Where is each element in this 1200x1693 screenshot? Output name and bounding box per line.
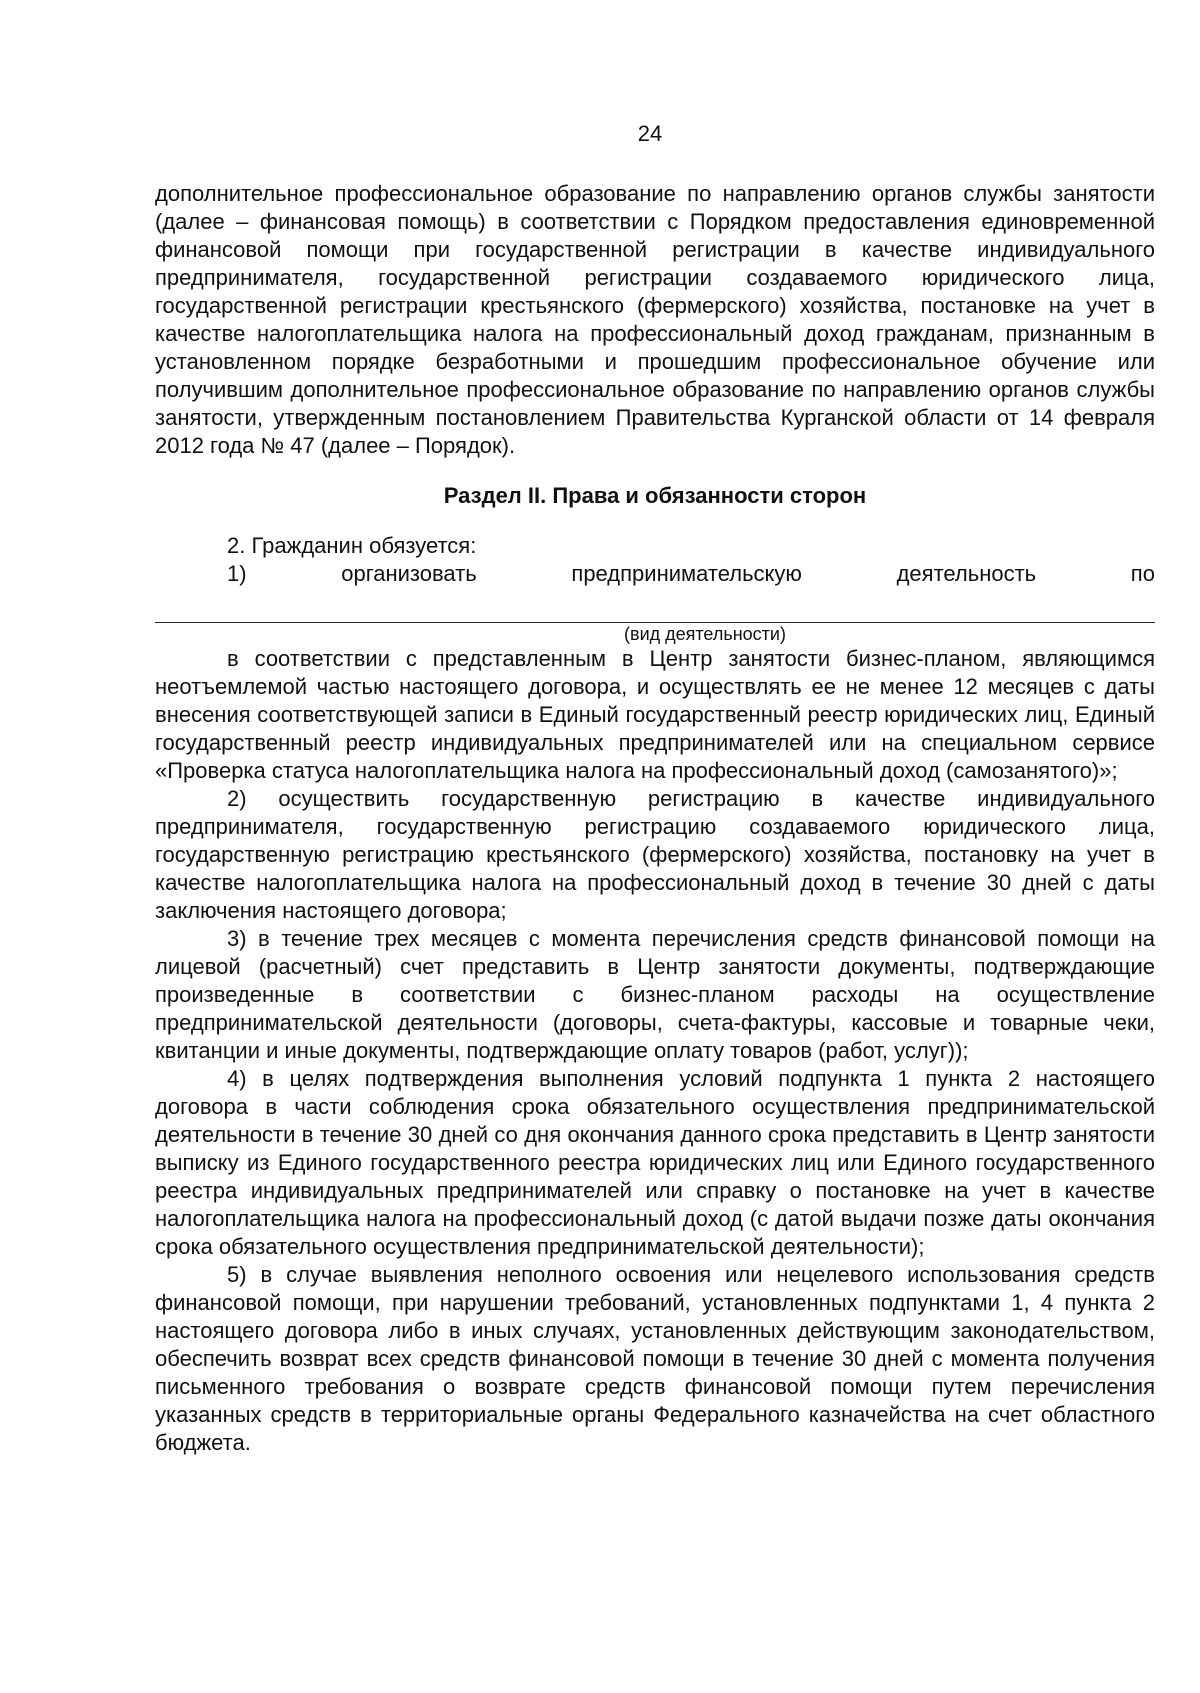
item-1-number: 1) [227,561,247,586]
clause-2-intro: 2. Гражданин обязуется: [227,533,477,558]
item-2: 2) осуществить государственную регистрацию в качестве индивидуального предпринимателя, государственную регистрацию создаваемого юридического лица, государственную регистрацию крестьянского (фермерского) хозяйства, постановку на учет в качестве налогоплательщика налога на профессиональный доход в течение 30 дней с даты заключения настоящего договора; [155,786,1155,923]
item-3: 3) в течение трех месяцев с момента перечисления средств финансовой помощи на лицевой (расчетный) счет представить в Центр занятости документы, подтверждающие произведенные в соответствии с бизнес-планом расходы на осуществление предпринимательской деятельности (договоры, счета-фактуры, кассовые и товарные чеки, квитанции и иные документы, подтверждающие оплату товаров (работ, услуг)); [155,926,1155,1063]
activity-type-caption: (вид деятельности) [624,624,786,644]
item-5: 5) в случае выявления неполного освоения или нецелевого использования средств финансовой помощи, при нарушении требований, установленных подпунктами 1, 4 пункта 2 настоящего договора либо в иных случаях, установленных действующим законодательством, обеспечить возврат всех средств финансовой помощи в течение 30 дней с момента получения письменного требования о возврате средств финансовой помощи путем перечисления указанных средств в территориальные органы Федерального казначейства на счет областного бюджета. [155,1262,1155,1455]
intro-paragraph: дополнительное профессиональное образование по направлению органов службы занятости (далее – финансовая помощь) в соответствии с Порядком предоставления единовременной финансовой помощи при государственной регистрации в качестве индивидуального предпринимателя, государственной регистрации создаваемого юридического лица, государственной регистрации крестьянского (фермерского) хозяйства, постановке на учет в качестве налогоплательщика налога на профессиональный доход гражданам, признанным в установленном порядке безработными и прошедшим профессиональное обучение или получившим дополнительное профессиональное образование по направлению органов службы занятости, утвержденным постановлением Правительства Курганской области от 14 февраля 2012 года № 47 (далее – Порядок). [155,181,1155,458]
document-body [155,180,1155,1457]
activity-type-blank-field[interactable] [155,588,1155,623]
item-1-word-activity: деятельность [896,561,1037,586]
item-1-word-organize: организовать [341,561,477,586]
section-heading: Раздел II. Права и обязанности сторон [443,483,867,508]
item-4: 4) в целях подтверждения выполнения условий подпункта 1 пункта 2 настоящего договора в части соблюдения срока обязательного осуществления предпринимательской деятельности в течение 30 дней со дня окончания данного срока представить в Центр занятости выписку из Единого государственного реестра юридических лиц или Единого государственного реестра индивидуальных предпринимателей или справку о постановке на учет в качестве налогоплательщика налога на профессиональный доход (с датой выдачи позже даты окончания срока обязательного осуществления предпринимательской деятельности); [155,1066,1155,1259]
page-number: 24 [637,121,663,146]
item-1-line [155,560,1155,588]
item-1-word-by: по [1130,561,1155,586]
item-1-continuation: в соответствии с представленным в Центр занятости бизнес-планом, являющимся неотъемлемой частью настоящего договора, и осуществлять ее не менее 12 месяцев с даты внесения соответствующей записи в Единый государственный реестр юридических лиц, Единый государственный реестр индивидуальных предпринимателей или на специальном сервисе «Проверка статуса налогоплательщика налога на профессиональный доход (самозанятого)»; [155,646,1155,783]
item-1-word-entrepreneurial: предпринимательскую [571,561,802,586]
